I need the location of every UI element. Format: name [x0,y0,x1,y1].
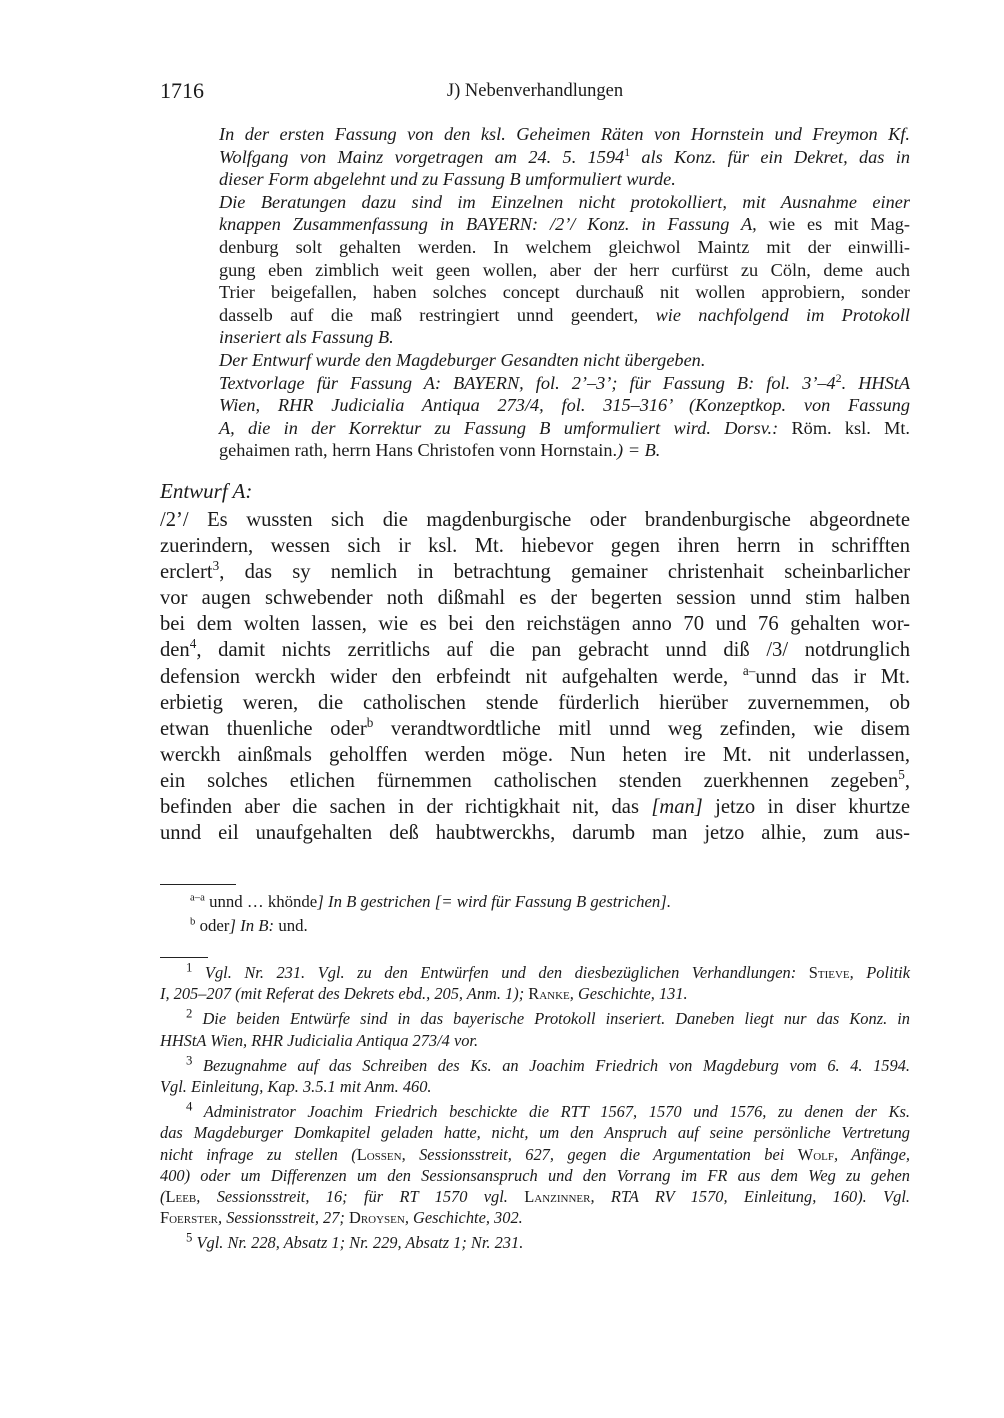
text-segment: Lanzinner [524,1186,591,1206]
text-line [160,1207,910,1228]
text-segment: Vgl. Nr. 231. Vgl. zu den Entwürfen und den diesbezüglichen Verhandlungen: [192,963,809,982]
text-line [219,259,910,282]
text-line [160,690,910,716]
footnote-marker: 1 [624,145,631,159]
text-segment: unnd … khönde [204,892,318,911]
text-segment: nicht infrage zu stellen ( [160,1144,357,1164]
section-heading: Entwurf A: [160,479,253,503]
text-segment: wie es mit Mag- [756,214,911,235]
text-segment: /2’/ Es wussten sich die magdenburgische oder brandenburgische abgeordnete [160,509,910,531]
text-segment: , Sessionsstreit, 27; [218,1208,349,1228]
text-segment: Administrator Joachim Friedrich beschickte die RTT 1567, 1570 und 1576, zu denen der Ks. [192,1102,910,1122]
text-segment: Trier beigefallen, haben solches concept durchauß nit wollen approbiern, sonder [219,282,910,303]
footnote-divider [160,884,236,885]
footnote-marker: 5 [898,767,905,783]
text-line [160,1030,910,1051]
text-segment: Der Entwurf wurde den Magdeburger Gesandten nicht übergeben. [219,349,706,370]
text-segment: Bezugnahme auf das Schreiben des Ks. an Joachim Friedrich von Magdeburg vom 6. 4. 1594. [192,1055,910,1075]
main-text [160,507,910,846]
text-segment: 400) oder um Differenzen um den Sessionsanspruch und den Vorrang im FR aus dem Weg zu gehen [160,1165,910,1185]
text-segment: inseriert als Fassung B. [219,327,394,348]
text-line [160,611,910,637]
text-segment: und. [274,916,308,935]
text-segment: [man] [651,796,703,819]
text-line [219,146,910,169]
footnote-marker: 2 [835,371,842,385]
text-segment: Droysen [349,1208,405,1228]
footnote-marker: b [190,915,196,928]
text-segment: , Anfänge, [834,1144,910,1164]
text-line [219,168,910,191]
text-line [219,439,910,462]
text-segment: werckh ainßmals geholffen werden möge. Nun heten ire Mt. nit underlassen, [160,743,910,766]
text-segment: HHStA Wien, RHR Judicialia Antiqua 273/4 vor. [160,1030,479,1050]
text-segment: unnd das ir Mt. [755,665,910,688]
text-line [160,559,910,585]
text-segment: , damit nichts zerritlichs auf die pan gebracht unnd diß /3/ notdrunglich [196,639,910,662]
text-segment: , das sy nemlich in betrachtung gemainer christenhait scheinbarlicher [219,561,910,584]
text-line [160,664,910,690]
text-segment: Lossen [356,1144,402,1164]
text-line [160,983,910,1004]
text-segment: jetzo in diser khurtze [702,796,910,819]
text-segment: defension werckh wider den erbfeindt nit aufgehalten werde, [160,665,743,688]
text-segment: befinden aber die sachen in der richtigkhait nit, das [160,796,652,819]
text-segment: , [904,769,910,792]
text-line [160,1008,910,1029]
text-line [219,236,910,259]
text-segment: In der ersten Fassung von den ksl. Geheimen Räten von Hornstein und Freymon Kf. [219,124,910,144]
text-segment: ] In B: [229,916,275,935]
text-segment: das Magdeburger Domkapitel geladen hatte, nicht, um den Anspruch auf seine persönliche Vertretung [160,1123,910,1143]
text-line [219,349,910,372]
text-segment: knappen Zusammenfassung in BAYERN: /2’/ Konz. in Fassung A, [219,214,757,235]
text-line [160,1144,910,1165]
text-line [160,962,910,983]
page-number: 1716 [160,78,204,103]
footnote-marker: 2 [186,1006,193,1021]
text-segment: Stieve [808,963,850,982]
text-line [160,794,910,820]
text-segment: ( [160,1186,166,1206]
text-segment: den [160,639,190,662]
text-segment: gung eben zimblich weit geen wollen, aber der herr curfürst zu Cöln, deme auch [219,259,910,280]
text-segment: unnd eil unaufgehalten deß haubtwerckhs, darumb man jetzo alhie, zum aus- [160,822,910,845]
text-segment: Vgl. Einleitung, Kap. 3.5.1 mit Anm. 460. [160,1076,432,1096]
text-segment: Die beiden Entwürfe sind in das bayerische Protokoll inseriert. Daneben liegt nur das Konz. in [192,1009,910,1029]
text-line [160,1122,910,1143]
text-line [160,1076,910,1097]
text-line [160,820,910,846]
footnote-marker: 1 [186,960,193,975]
text-segment: , Geschichte, 131. [569,984,688,1004]
text-segment: zuerindern, wessen sich ir ksl. Mt. hiebevor gegen ihren herrn in schrifften [160,535,910,558]
text-segment: vor augen schwebender noth dißmahl es der begerten session unnd stim halben [160,587,910,610]
text-segment: ein solches etlichen fürnemmen catholischen stenden zuerkhennen zegeben [160,769,899,792]
text-segment: Wien, RHR Judicialia Antiqua 273/4, fol. 315–316’ (Konzeptkop. von Fassung [219,395,910,416]
text-line [160,1232,910,1253]
text-segment: , Sessionsstreit, 16; für RT 1570 vgl. [196,1186,525,1206]
footnote-marker: 4 [186,1099,193,1114]
text-segment: oder [195,916,230,935]
text-line [160,1165,910,1186]
text-line [160,1101,910,1122]
text-line [160,1186,910,1207]
text-line [160,768,910,794]
text-segment: verandtwordtliche mitl unnd weg zefinden, wie disem [373,717,910,740]
text-segment: Röm. ksl. Mt. [778,417,910,438]
footnote-marker: 4 [189,636,197,652]
text-segment: , Politik [849,963,910,982]
text-segment: Wolf [797,1144,835,1164]
footnote-marker: b [366,714,374,730]
text-segment: Ranke [528,984,570,1004]
text-segment: Wolfgang von Mainz vorgetragen am 24. 5. 1594 [219,146,625,167]
text-segment: bei dem wolten lassen, wie es bei den reichstägen anno 70 und 76 gehalten wor- [160,613,910,636]
text-segment: dieser Form abgelehnt und zu Fassung B umformuliert wurde. [219,169,676,190]
text-line [160,637,910,663]
text-segment: etwan thuenliche oder [160,717,367,740]
running-title: J) Nebenverhandlungen [446,81,624,101]
footnote-marker: a– [742,662,756,678]
text-line [219,326,910,349]
text-line [160,507,910,533]
text-segment: . HHStA [841,372,910,393]
text-segment: I, 205–207 (mit Referat des Dekrets ebd., 205, Anm. 1); [160,984,529,1004]
text-line [160,914,910,938]
text-segment: als Konz. für ein Dekret, das in [630,146,910,167]
text-segment: ) = B. [617,440,661,461]
footnote-marker: 3 [212,558,220,574]
text-segment: erbietig weren, die catholischen stende fürderlich hierüber zuvernemmen, ob [160,691,910,714]
text-line [219,394,910,417]
text-segment: denburg solt gehalten werden. In welchem gleichwol Maintz mit der einwilli- [219,236,910,257]
text-line [219,417,910,440]
footnote-marker: 5 [186,1230,193,1245]
text-segment: erclert [160,561,213,584]
text-line [219,304,910,327]
text-line [219,372,910,395]
numbered-footnotes [160,958,910,1253]
text-segment: Vgl. Nr. 228, Absatz 1; Nr. 229, Absatz 1; Nr. 231. [192,1233,524,1253]
text-line [160,585,910,611]
text-line [160,533,910,559]
text-segment: ] In B gestrichen [= wird für Fassung B gestrichen]. [317,892,672,911]
text-line [160,716,910,742]
text-segment: , RTA RV 1570, Einleitung, 160). Vgl. [590,1186,910,1206]
text-segment: Textvorlage für Fassung A: BAYERN, fol. 2’–3’; für Fassung B: fol. 3’–4 [219,372,836,393]
text-line [219,123,910,146]
text-segment: A, die in der Korrektur zu Fassung B umformuliert wird. Dorsv.: [219,417,779,438]
text-line [219,191,910,214]
text-segment: Leeb [165,1186,197,1206]
text-segment: dasselb auf die maß restringiert unnd geendert, [219,304,656,325]
text-line [160,890,910,914]
text-segment: , Geschichte, 302. [404,1208,523,1228]
text-segment: , Sessionsstreit, 627, gegen die Argumentation bei [401,1144,798,1164]
text-segment: wie nachfolgend im Protokoll [655,304,910,325]
text-segment: Foerster [160,1208,219,1228]
text-line [219,213,910,236]
footnote-marker: 3 [186,1053,193,1068]
text-line [160,742,910,768]
text-line [219,281,910,304]
text-line [160,1055,910,1076]
text-segment: Die Beratungen dazu sind im Einzelnen nicht protokolliert, mit Ausnahme einer [219,191,910,212]
text-segment: gehaimen rath, herrn Hans Christofen vonn Hornstain. [219,440,618,461]
editorial-introduction [219,123,910,462]
footnote-marker: a–a [190,891,205,904]
textual-footnotes [160,890,910,938]
